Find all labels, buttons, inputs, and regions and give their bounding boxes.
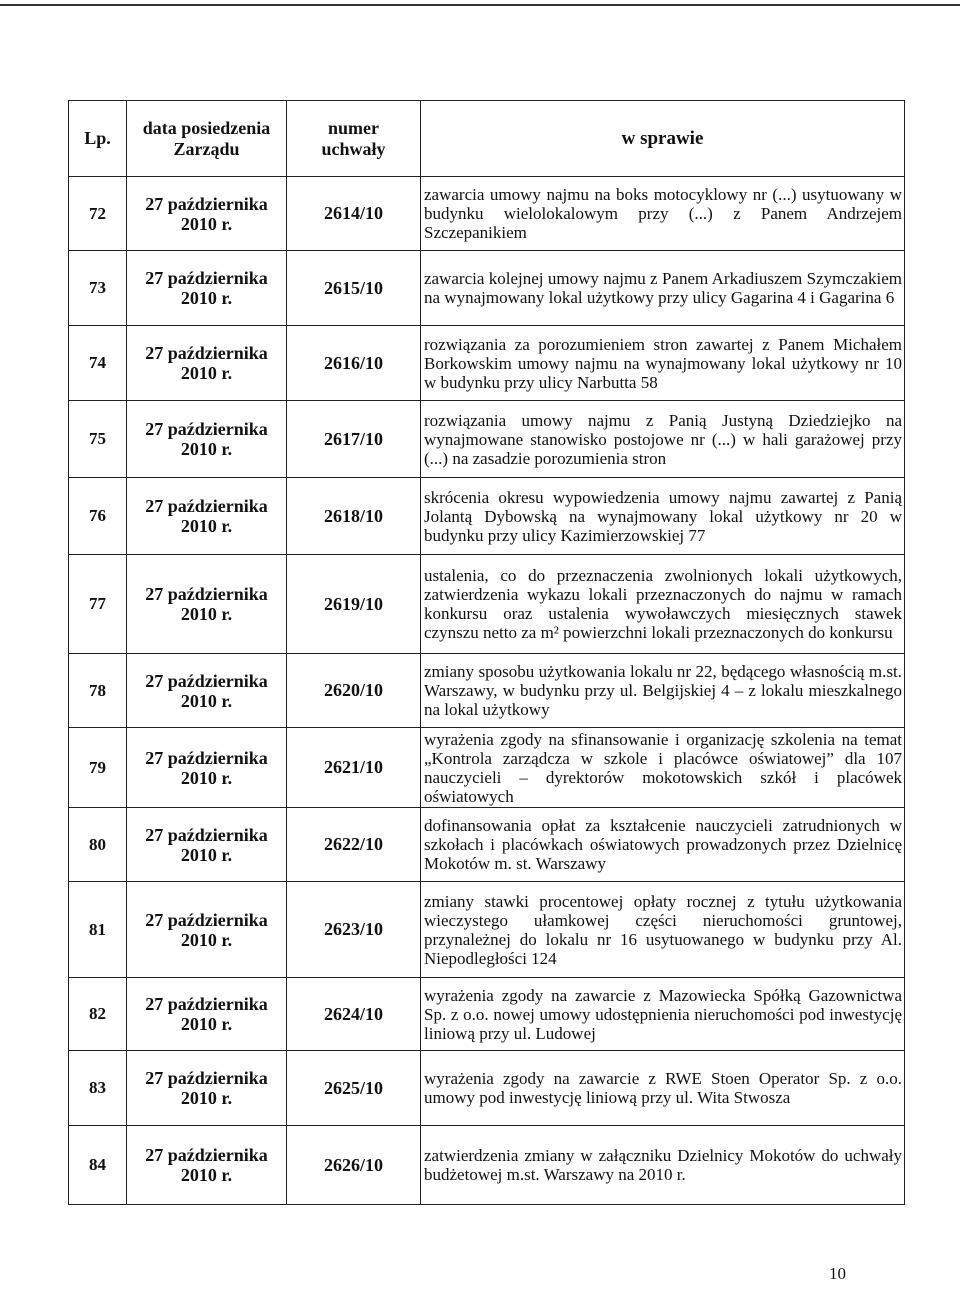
row-date-year: 2010 r. [180, 604, 233, 624]
row-date [127, 251, 287, 326]
table-row [69, 401, 905, 478]
top-rule [0, 4, 960, 6]
row-date-day: 27 października [145, 670, 268, 691]
page-number: 10 [829, 1264, 846, 1283]
row-date-day: 27 października [145, 193, 268, 214]
row-lp: 83 [69, 1051, 127, 1126]
row-resolution-number: 2615/10 [287, 251, 421, 326]
row-subject: rozwiązania za porozumieniem stron zawartej z Panem Michałem Borkowskim umowy najmu na wynajmowany lokal użytkowy nr 10 w budynku przy ulicy Narbutta 58 [421, 326, 905, 401]
header-subject: w sprawie [421, 101, 905, 177]
row-subject: zmiany stawki procentowej opłaty rocznej z tytułu użytkowania wieczystego ułamkowej części nieruchomości gruntowej, przynależnej do lokalu nr 16 usytuowanego w budynku przy Al. Niepodległości 124 [421, 882, 905, 978]
row-resolution-number: 2622/10 [287, 808, 421, 882]
row-date [127, 478, 287, 555]
row-date-day: 27 października [145, 747, 268, 768]
row-lp: 80 [69, 808, 127, 882]
header-number-line1: numer [328, 117, 379, 138]
table-row [69, 478, 905, 555]
table-row [69, 808, 905, 882]
row-date-day: 27 października [145, 1145, 268, 1165]
resolutions-table [68, 100, 905, 1205]
row-lp: 79 [69, 728, 127, 808]
row-date [127, 808, 287, 882]
row-date [127, 654, 287, 728]
row-subject: skrócenia okresu wypowiedzenia umowy najmu zawartej z Panią Jolantą Dybowską na wynajmowany lokal użytkowy nr 20 w budynku przy ulicy Kazimierzowskiej 77 [421, 478, 905, 555]
row-resolution-number: 2620/10 [287, 654, 421, 728]
row-resolution-number: 2619/10 [287, 555, 421, 654]
row-date-day: 27 października [145, 584, 268, 604]
header-number-line2: uchwały [321, 138, 386, 159]
row-resolution-number: 2623/10 [287, 882, 421, 978]
header-date-line2: Zarządu [173, 138, 240, 159]
header-date [127, 101, 287, 177]
row-date [127, 326, 287, 401]
row-date-year: 2010 r. [180, 213, 233, 234]
table-row [69, 555, 905, 654]
row-date-day: 27 października [145, 419, 268, 439]
row-resolution-number: 2614/10 [287, 177, 421, 251]
row-lp: 81 [69, 882, 127, 978]
row-date-year: 2010 r. [180, 1165, 233, 1185]
row-date [127, 1051, 287, 1126]
row-subject: zatwierdzenia zmiany w załączniku Dzielnicy Mokotów do uchwały budżetowej m.st. Warszawy na 2010 r. [421, 1126, 905, 1205]
row-lp: 73 [69, 251, 127, 326]
row-lp: 82 [69, 978, 127, 1051]
row-date-day: 27 października [145, 994, 268, 1014]
row-subject: wyrażenia zgody na zawarcie z RWE Stoen Operator Sp. z o.o. umowy pod inwestycję liniową przy ul. Wita Stwosza [421, 1051, 905, 1126]
row-lp: 77 [69, 555, 127, 654]
row-lp: 74 [69, 326, 127, 401]
row-date-day: 27 października [145, 824, 268, 845]
row-resolution-number: 2616/10 [287, 326, 421, 401]
row-date-year: 2010 r. [180, 767, 233, 788]
table-header-row [69, 101, 905, 177]
header-number [287, 101, 421, 177]
row-lp: 75 [69, 401, 127, 478]
row-resolution-number: 2617/10 [287, 401, 421, 478]
row-date [127, 882, 287, 978]
row-subject: zmiany sposobu użytkowania lokalu nr 22, będącego własnością m.st. Warszawy, w budynku przy ul. Belgijskiej 4 – z lokalu mieszkalnego na lokal użytkowy [421, 654, 905, 728]
row-subject: zawarcia umowy najmu na boks motocyklowy nr (...) usytuowany w budynku wielolokalowym przy (...) z Panem Andrzejem Szczepanikiem [421, 177, 905, 251]
row-subject: ustalenia, co do przeznaczenia zwolnionych lokali użytkowych, zatwierdzenia wykazu lokali przeznaczonych do najmu w ramach konkursu oraz ustalenia wywoławczych miesięcznych stawek czynszu netto za m² powierzchni lokali przeznaczonych do konkursu [421, 555, 905, 654]
table-row [69, 978, 905, 1051]
row-date-day: 27 października [145, 909, 268, 930]
table-body [69, 177, 905, 1205]
row-date [127, 728, 287, 808]
table-row [69, 1051, 905, 1126]
row-resolution-number: 2624/10 [287, 978, 421, 1051]
row-date-year: 2010 r. [180, 363, 233, 383]
row-subject: dofinansowania opłat za kształcenie nauczycieli zatrudnionych w szkołach i placówkach oświatowych prowadzonych przez Dzielnicę Mokotów m. st. Warszawy [421, 808, 905, 882]
row-date-year: 2010 r. [180, 439, 233, 459]
row-date [127, 555, 287, 654]
row-lp: 76 [69, 478, 127, 555]
table-row [69, 1126, 905, 1205]
row-date [127, 401, 287, 478]
table-row [69, 326, 905, 401]
header-lp: Lp. [69, 101, 127, 177]
row-date-day: 27 października [145, 1068, 268, 1088]
row-resolution-number: 2621/10 [287, 728, 421, 808]
row-subject: wyrażenia zgody na zawarcie z Mazowiecka Spółką Gazownictwa Sp. z o.o. nowej umowy udostępnienia nieruchomości pod inwestycję liniową przy ul. Ludowej [421, 978, 905, 1051]
row-date-year: 2010 r. [180, 929, 233, 950]
row-date [127, 1126, 287, 1205]
row-resolution-number: 2618/10 [287, 478, 421, 555]
table-row [69, 882, 905, 978]
row-resolution-number: 2626/10 [287, 1126, 421, 1205]
row-lp: 72 [69, 177, 127, 251]
row-date-day: 27 października [145, 343, 268, 363]
row-date-year: 2010 r. [180, 1088, 233, 1108]
row-lp: 84 [69, 1126, 127, 1205]
row-subject: zawarcia kolejnej umowy najmu z Panem Arkadiuszem Szymczakiem na wynajmowany lokal użytkowy przy ulicy Gagarina 4 i Gagarina 6 [421, 251, 905, 326]
header-date-line1: data posiedzenia [142, 117, 271, 138]
row-date-year: 2010 r. [180, 690, 233, 711]
table-row [69, 728, 905, 808]
row-date [127, 978, 287, 1051]
row-date-day: 27 października [145, 268, 268, 288]
row-date [127, 177, 287, 251]
row-subject: wyrażenia zgody na sfinansowanie i organizację szkolenia na temat „Kontrola zarządcza w szkole i placówce oświatowej” dla 107 nauczycieli – dyrektorów mokotowskich szkół i placówek oświatowych [421, 728, 905, 808]
row-date-year: 2010 r. [180, 516, 233, 536]
table-row [69, 177, 905, 251]
row-date-year: 2010 r. [180, 288, 233, 308]
row-date-day: 27 października [145, 496, 268, 516]
row-subject: rozwiązania umowy najmu z Panią Justyną Dziedziejko na wynajmowane stanowisko postojowe nr (...) w hali garażowej przy (...) na zasadzie porozumienia stron [421, 401, 905, 478]
row-lp: 78 [69, 654, 127, 728]
table-row [69, 251, 905, 326]
row-date-year: 2010 r. [180, 1014, 233, 1034]
row-date-year: 2010 r. [180, 844, 233, 865]
table-row [69, 654, 905, 728]
row-resolution-number: 2625/10 [287, 1051, 421, 1126]
